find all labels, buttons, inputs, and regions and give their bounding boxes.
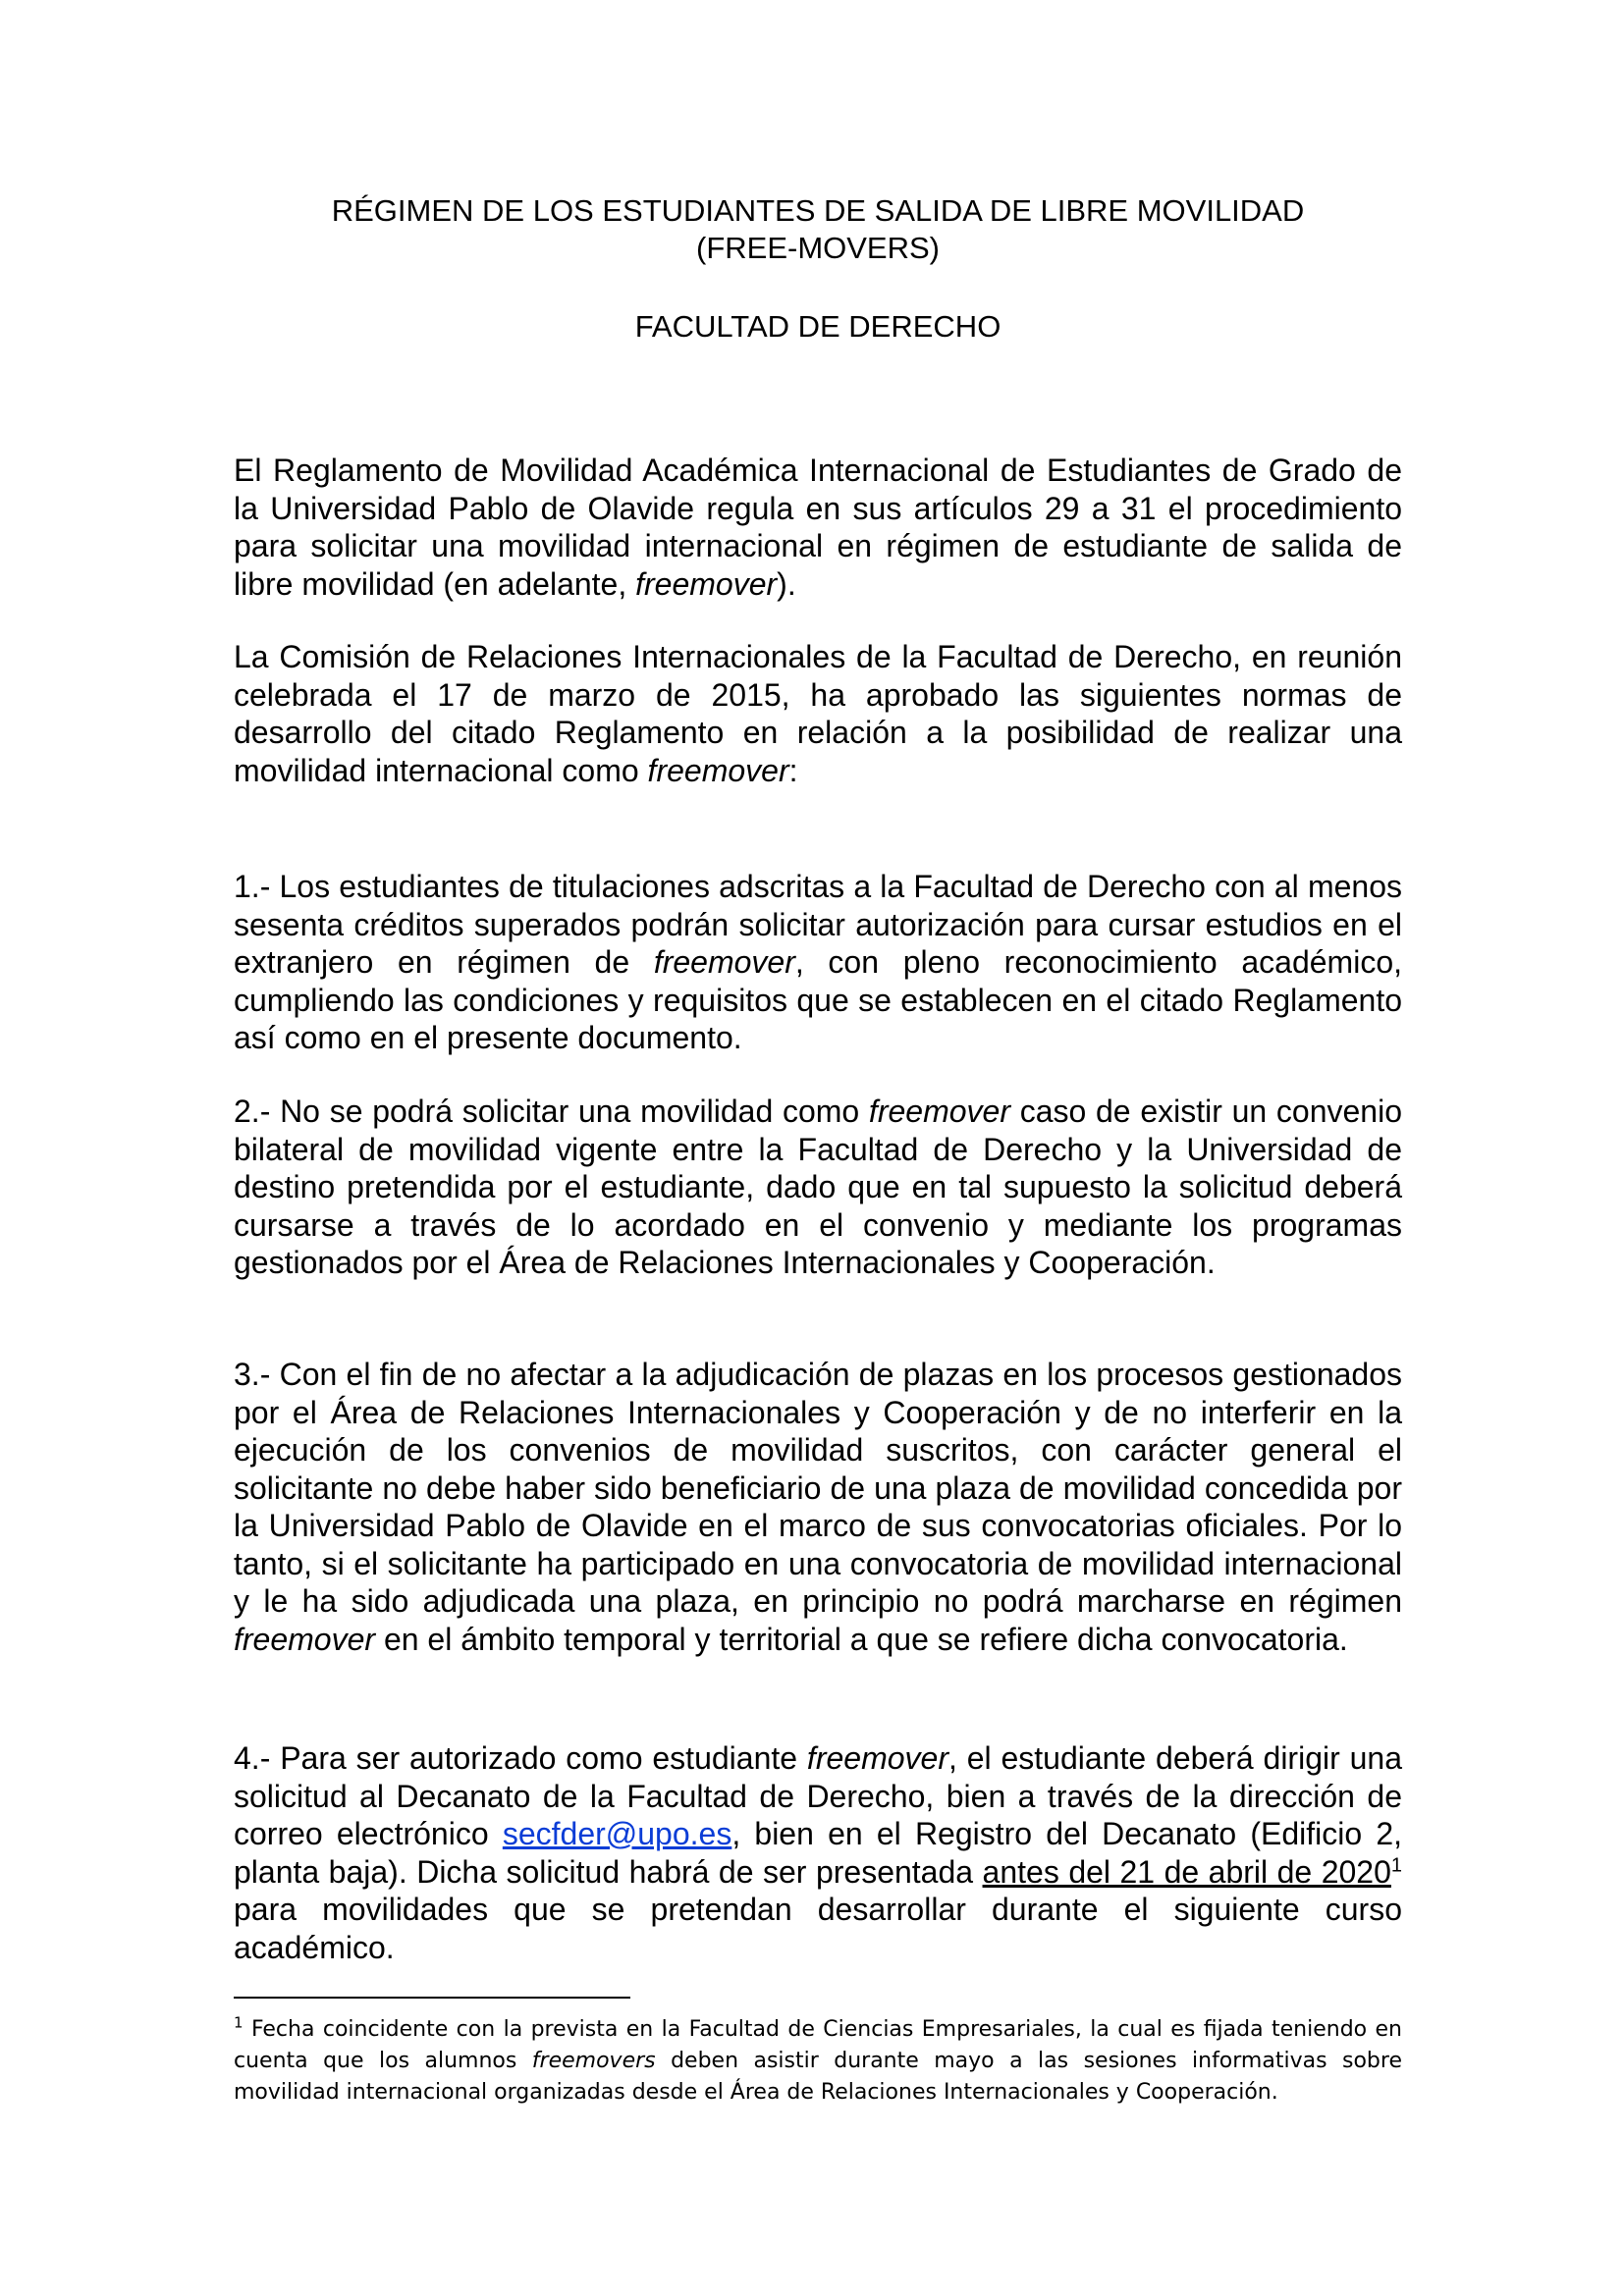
footnote-separator xyxy=(234,1997,630,1999)
item-4-text-c: , bien en el Registro del Decanato (Edificio 2, planta baja). Dicha solicitud habrá de ser presentada xyxy=(234,1816,1403,1890)
intro-1-term: freemover xyxy=(635,565,778,602)
intro-paragraph-1 xyxy=(234,452,1402,603)
faculty-name: FACULTAD DE DERECHO xyxy=(634,309,1001,344)
footnote-reference[interactable]: 1 xyxy=(1390,1853,1402,1876)
intro-2-end: : xyxy=(788,752,798,788)
footnote xyxy=(234,2014,1402,2109)
title-line-1: RÉGIMEN DE LOS ESTUDIANTES DE SALIDA DE LIBRE MOVILIDAD xyxy=(331,193,1305,228)
item-4-text-d: para movilidades que se pretendan desarrollar durante el siguiente curso académico. xyxy=(234,1892,1402,1965)
footnote-text-b: deben asistir durante mayo a las sesiones informativas sobre movilidad internacional organizadas desde el Área de Relaciones Internacionales y Cooperación. xyxy=(234,2049,1402,2105)
intro-1-text: El Reglamento de Movilidad Académica Internacional de Estudiantes de Grado de la Universidad Pablo de Olavide regula en sus artículos 29 a 31 el procedimiento para solicitar una movilidad internacional en régimen de estudiante de salida de libre movilidad (en adelante, xyxy=(234,453,1402,602)
title-line-2: (FREE-MOVERS) xyxy=(696,231,940,265)
item-3-term: freemover xyxy=(234,1621,376,1657)
intro-paragraph-2 xyxy=(234,638,1402,789)
item-1-term: freemover xyxy=(653,944,795,980)
rule-item-3 xyxy=(234,1356,1402,1658)
item-4-text-b: , el estudiante deberá dirigir una solicitud al Decanato de la Facultad de Derecho, bien a través de la dirección de correo electrónico xyxy=(234,1740,1403,1851)
intro-2-text: La Comisión de Relaciones Internacionales de la Facultad de Derecho, en reunión celebrada el 17 de marzo de 2015, ha aprobado las siguientes normas de desarrollo del citado Reglamento en relación a la posibilidad de realizar una movilidad internacional como xyxy=(234,639,1402,788)
item-2-text-a: 2.- No se podrá solicitar una movilidad como xyxy=(234,1094,869,1129)
footnote-term: freemovers xyxy=(531,2049,656,2073)
document-title xyxy=(234,192,1402,267)
item-1-text-b: , con pleno reconocimiento académico, cumpliendo las condiciones y requisitos que se establecen en el citado Reglamento así como en el presente documento. xyxy=(234,944,1402,1055)
footnote-marker: 1 xyxy=(234,2013,244,2032)
rule-item-2 xyxy=(234,1093,1402,1282)
item-4-text-a: 4.- Para ser autorizado como estudiante xyxy=(234,1740,807,1776)
item-2-term: freemover xyxy=(868,1094,1010,1129)
document-header xyxy=(234,192,1402,346)
footnote-text-a: Fecha coincidente con la prevista en la Facultad de Ciencias Empresariales, la cual es fijada teniendo en cuenta que los alumnos xyxy=(234,2017,1402,2073)
item-3-text-b: en el ámbito temporal y territorial a que se refiere dicha convocatoria. xyxy=(375,1621,1348,1657)
item-4-term: freemover xyxy=(806,1740,948,1776)
item-2-text-b: caso de existir un convenio bilateral de movilidad vigente entre la Facultad de Derecho y la Universidad de destino pretendida por el estudiante, dado que en tal supuesto la solicitud deberá cursarse a través de lo acordado en el convenio y mediante los programas gestionados por el Área de Relaciones Internacionales y Cooperación. xyxy=(234,1094,1402,1280)
rule-item-1 xyxy=(234,868,1402,1057)
item-3-text-a: 3.- Con el fin de no afectar a la adjudicación de plazas en los procesos gestionados por el Área de Relaciones Internacionales y Cooperación y de no interferir en la ejecución de los convenios de movilidad suscritos, con carácter general el solicitante no debe haber sido beneficiario de una plaza de movilidad concedida por la Universidad Pablo de Olavide en el marco de sus convocatorias oficiales. Por lo tanto, si el solicitante ha participado en una convocatoria de movilidad internacional y le ha sido adjudicada una plaza, en principio no podrá marcharse en régimen xyxy=(234,1357,1402,1619)
deadline-date: antes del 21 de abril de 2020 xyxy=(982,1853,1391,1890)
intro-1-end: ). xyxy=(777,565,796,602)
rule-item-4 xyxy=(234,1739,1402,1966)
intro-2-term: freemover xyxy=(647,752,789,788)
item-1-text-a: 1.- Los estudiantes de titulaciones adscritas a la Facultad de Derecho con al menos sesenta créditos superados podrán solicitar autorización para cursar estudios en el extranjero en régimen de xyxy=(234,869,1402,980)
email-link[interactable]: secfder@upo.es xyxy=(502,1816,732,1851)
